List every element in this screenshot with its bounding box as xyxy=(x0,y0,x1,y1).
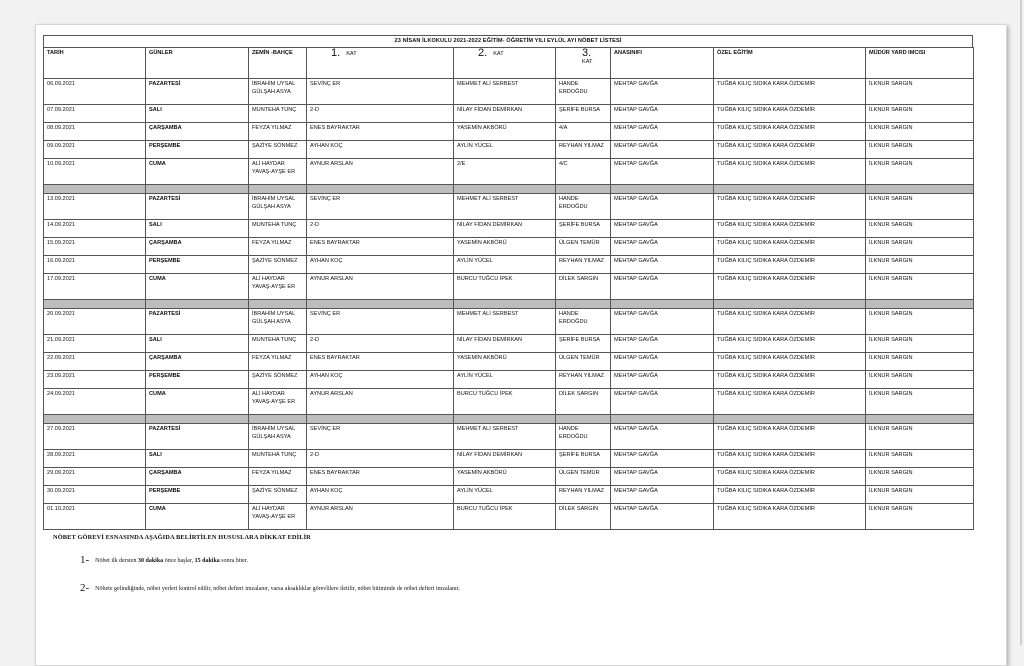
floor-1-cell: AYHAN KOÇ xyxy=(307,371,454,389)
separator-cell xyxy=(249,300,307,309)
header-special-education: ÖZEL EĞİTİM xyxy=(714,48,866,79)
vice-principal-cell: İLKNUR SARGIN xyxy=(866,159,974,185)
special-education-cell: TUĞBA KILIÇ SIDIKA KARA ÖZDEMİR xyxy=(714,486,866,504)
table-row xyxy=(44,450,974,468)
schedule-body xyxy=(44,79,974,530)
table-row xyxy=(44,79,974,105)
floor-1-cell: AYHAN KOÇ xyxy=(307,486,454,504)
kindergarten-cell: MEHTAP GAVĞA xyxy=(611,309,714,335)
document-title: 23 NİSAN İLKOKULU 2021-2022 EĞİTİM- ÖĞRETİM YILI EYLÜL AYI NÖBET LİSTESİ xyxy=(43,35,973,47)
floor-1-cell: 2-D xyxy=(307,105,454,123)
special-education-cell: TUĞBA KILIÇ SIDIKA KARA ÖZDEMİR xyxy=(714,353,866,371)
date-cell: 30.09.2021 xyxy=(44,486,146,504)
table-row xyxy=(44,424,974,450)
separator-cell xyxy=(454,415,556,424)
date-cell: 08.09.2021 xyxy=(44,123,146,141)
ground-garden-cell: FEYZA YILMAZ xyxy=(249,238,307,256)
kindergarten-cell: MEHTAP GAVĞA xyxy=(611,159,714,185)
kindergarten-cell: MEHTAP GAVĞA xyxy=(611,256,714,274)
notes-title: NÖBET GÖREVİ ESNASINDA AŞAĞIDA BELİRTİLEN HUSUSLARA DİKKAT EDİLİR xyxy=(53,534,311,541)
date-cell: 06.09.2021 xyxy=(44,79,146,105)
special-education-cell: TUĞBA KILIÇ SIDIKA KARA ÖZDEMİR xyxy=(714,504,866,530)
floor-2-cell: NİLAY FİDAN DEMİRKAN xyxy=(454,450,556,468)
floor-1-cell: SEVİNÇ ER xyxy=(307,79,454,105)
header-ground-garden: ZEMİN -BAHÇE xyxy=(249,48,307,79)
kindergarten-cell: MEHTAP GAVĞA xyxy=(611,486,714,504)
floor-2-cell: AYLİN YÜCEL xyxy=(454,256,556,274)
floor-2-cell: NİLAY FİDAN DEMİRKAN xyxy=(454,335,556,353)
floor-label: KAT xyxy=(493,51,504,57)
special-education-cell: TUĞBA KILIÇ SIDIKA KARA ÖZDEMİR xyxy=(714,371,866,389)
floor-2-cell: AYLİN YÜCEL xyxy=(454,141,556,159)
kindergarten-cell: MEHTAP GAVĞA xyxy=(611,105,714,123)
date-cell: 20.09.2021 xyxy=(44,309,146,335)
date-cell: 15.09.2021 xyxy=(44,238,146,256)
floor-2-cell: YASEMİN AKBÖRÜ xyxy=(454,238,556,256)
special-education-cell: TUĞBA KILIÇ SIDIKA KARA ÖZDEMİR xyxy=(714,389,866,415)
ground-garden-cell: FEYZA YILMAZ xyxy=(249,468,307,486)
floor-1-cell: SEVİNÇ ER xyxy=(307,309,454,335)
ground-garden-cell: ALİ HAYDAR YAVAŞ-AYŞE ER xyxy=(249,159,307,185)
floor-number: 1. xyxy=(331,47,341,59)
floor-2-cell: AYLİN YÜCEL xyxy=(454,371,556,389)
header-days: GÜNLER xyxy=(146,48,249,79)
floor-1-cell: AYNUR ARSLAN xyxy=(307,274,454,300)
ground-garden-cell: ŞAZİYE SÖNMEZ xyxy=(249,371,307,389)
special-education-cell: TUĞBA KILIÇ SIDIKA KARA ÖZDEMİR xyxy=(714,123,866,141)
date-cell: 27.09.2021 xyxy=(44,424,146,450)
separator-cell xyxy=(146,415,249,424)
day-cell: CUMA xyxy=(146,389,249,415)
separator-cell xyxy=(249,185,307,194)
special-education-cell: TUĞBA KILIÇ SIDIKA KARA ÖZDEMİR xyxy=(714,105,866,123)
kindergarten-cell: MEHTAP GAVĞA xyxy=(611,141,714,159)
special-education-cell: TUĞBA KILIÇ SIDIKA KARA ÖZDEMİR xyxy=(714,450,866,468)
ground-garden-cell: MUNTEHA TUNÇ xyxy=(249,335,307,353)
kindergarten-cell: MEHTAP GAVĞA xyxy=(611,194,714,220)
day-cell: SALI xyxy=(146,450,249,468)
vice-principal-cell: İLKNUR SARGIN xyxy=(866,105,974,123)
vice-principal-cell: İLKNUR SARGIN xyxy=(866,238,974,256)
separator-cell xyxy=(866,300,974,309)
special-education-cell: TUĞBA KILIÇ SIDIKA KARA ÖZDEMİR xyxy=(714,220,866,238)
floor-3-cell: DİLEK SARGIN xyxy=(556,504,611,530)
special-education-cell: TUĞBA KILIÇ SIDIKA KARA ÖZDEMİR xyxy=(714,238,866,256)
floor-1-cell: AYNUR ARSLAN xyxy=(307,504,454,530)
ground-garden-cell: İBRAHİM UYSAL GÜLŞAH ASYA xyxy=(249,79,307,105)
day-cell: PAZARTESİ xyxy=(146,194,249,220)
floor-2-cell: YASEMİN AKBÖRÜ xyxy=(454,353,556,371)
floor-3-cell: 4/A xyxy=(556,123,611,141)
floor-1-cell: AYNUR ARSLAN xyxy=(307,389,454,415)
vice-principal-cell: İLKNUR SARGIN xyxy=(866,141,974,159)
ground-garden-cell: MUNTEHA TUNÇ xyxy=(249,220,307,238)
separator-cell xyxy=(556,415,611,424)
day-cell: SALI xyxy=(146,220,249,238)
floor-1-cell: SEVİNÇ ER xyxy=(307,424,454,450)
floor-2-cell: MEHMET ALİ SERBEST xyxy=(454,194,556,220)
week-separator xyxy=(44,300,974,309)
note-item xyxy=(80,582,460,594)
floor-3-cell: REYHAN YILMAZ xyxy=(556,371,611,389)
floor-2-cell: BURCU TUĞCU İPEK xyxy=(454,504,556,530)
floor-3-cell: REYHAN YILMAZ xyxy=(556,486,611,504)
date-cell: 13.09.2021 xyxy=(44,194,146,220)
separator-cell xyxy=(714,415,866,424)
kindergarten-cell: MEHTAP GAVĞA xyxy=(611,238,714,256)
vice-principal-cell: İLKNUR SARGIN xyxy=(866,309,974,335)
date-cell: 07.09.2021 xyxy=(44,105,146,123)
floor-2-cell: MEHMET ALİ SERBEST xyxy=(454,424,556,450)
floor-1-cell: ENES BAYRAKTAR xyxy=(307,353,454,371)
ground-garden-cell: İBRAHİM UYSAL GÜLŞAH ASYA xyxy=(249,309,307,335)
floor-1-cell: AYNUR ARSLAN xyxy=(307,159,454,185)
separator-cell xyxy=(611,185,714,194)
ground-garden-cell: ŞAZİYE SÖNMEZ xyxy=(249,141,307,159)
day-cell: ÇARŞAMBA xyxy=(146,238,249,256)
date-cell: 17.09.2021 xyxy=(44,274,146,300)
floor-2-cell: NİLAY FİDAN DEMİRKAN xyxy=(454,220,556,238)
header-row xyxy=(44,48,974,79)
ground-garden-cell: MUNTEHA TUNÇ xyxy=(249,105,307,123)
ground-garden-cell: İBRAHİM UYSAL GÜLŞAH ASYA xyxy=(249,424,307,450)
table-row xyxy=(44,274,974,300)
special-education-cell: TUĞBA KILIÇ SIDIKA KARA ÖZDEMİR xyxy=(714,424,866,450)
kindergarten-cell: MEHTAP GAVĞA xyxy=(611,79,714,105)
header-vice-principal: MÜDÜR YARD IMCISI xyxy=(866,48,974,79)
ground-garden-cell: ŞAZİYE SÖNMEZ xyxy=(249,256,307,274)
day-cell: PERŞEMBE xyxy=(146,371,249,389)
ground-garden-cell: FEYZA YILMAZ xyxy=(249,123,307,141)
separator-cell xyxy=(556,185,611,194)
note-text: önce başlar, xyxy=(163,558,195,564)
vice-principal-cell: İLKNUR SARGIN xyxy=(866,389,974,415)
header-floor-1 xyxy=(307,48,454,79)
note-text: Nöbet ilk dersten xyxy=(95,558,138,564)
header-date: TARİH xyxy=(44,48,146,79)
day-cell: PERŞEMBE xyxy=(146,141,249,159)
floor-3-cell: ŞERİFE BURSA xyxy=(556,105,611,123)
kindergarten-cell: MEHTAP GAVĞA xyxy=(611,424,714,450)
separator-cell xyxy=(307,300,454,309)
document-page xyxy=(35,24,1007,666)
floor-1-cell: ENES BAYRAKTAR xyxy=(307,123,454,141)
floor-3-cell: HANDE ERDOĞDU xyxy=(556,79,611,105)
floor-1-cell: AYHAN KOÇ xyxy=(307,256,454,274)
table-row xyxy=(44,389,974,415)
day-cell: PERŞEMBE xyxy=(146,486,249,504)
kindergarten-cell: MEHTAP GAVĞA xyxy=(611,504,714,530)
floor-2-cell: AYLİN YÜCEL xyxy=(454,486,556,504)
floor-2-cell: YASEMİN AKBÖRÜ xyxy=(454,468,556,486)
floor-3-cell: ÜLGEN TEMÜR xyxy=(556,353,611,371)
table-row xyxy=(44,371,974,389)
separator-cell xyxy=(44,185,146,194)
special-education-cell: TUĞBA KILIÇ SIDIKA KARA ÖZDEMİR xyxy=(714,159,866,185)
floor-2-cell: MEHMET ALİ SERBEST xyxy=(454,309,556,335)
vice-principal-cell: İLKNUR SARGIN xyxy=(866,424,974,450)
special-education-cell: TUĞBA KILIÇ SIDIKA KARA ÖZDEMİR xyxy=(714,335,866,353)
floor-1-cell: ENES BAYRAKTAR xyxy=(307,468,454,486)
floor-number: 2. xyxy=(478,47,488,59)
day-cell: ÇARŞAMBA xyxy=(146,353,249,371)
table-row xyxy=(44,256,974,274)
floor-3-cell: 4/C xyxy=(556,159,611,185)
floor-3-cell: ŞERİFE BURSA xyxy=(556,335,611,353)
ground-garden-cell: ALİ HAYDAR YAVAŞ-AYŞE ER xyxy=(249,274,307,300)
separator-cell xyxy=(307,415,454,424)
kindergarten-cell: MEHTAP GAVĞA xyxy=(611,274,714,300)
day-cell: SALI xyxy=(146,105,249,123)
special-education-cell: TUĞBA KILIÇ SIDIKA KARA ÖZDEMİR xyxy=(714,79,866,105)
vice-principal-cell: İLKNUR SARGIN xyxy=(866,220,974,238)
special-education-cell: TUĞBA KILIÇ SIDIKA KARA ÖZDEMİR xyxy=(714,274,866,300)
floor-2-cell: BURCU TUĞCU İPEK xyxy=(454,389,556,415)
special-education-cell: TUĞBA KILIÇ SIDIKA KARA ÖZDEMİR xyxy=(714,309,866,335)
day-cell: ÇARŞAMBA xyxy=(146,468,249,486)
floor-1-cell: AYHAN KOÇ xyxy=(307,141,454,159)
vice-principal-cell: İLKNUR SARGIN xyxy=(866,371,974,389)
vice-principal-cell: İLKNUR SARGIN xyxy=(866,194,974,220)
special-education-cell: TUĞBA KILIÇ SIDIKA KARA ÖZDEMİR xyxy=(714,141,866,159)
floor-2-cell: NİLAY FİDAN DEMİRKAN xyxy=(454,105,556,123)
table-row xyxy=(44,309,974,335)
vice-principal-cell: İLKNUR SARGIN xyxy=(866,468,974,486)
note-emphasis: 30 dakika xyxy=(138,558,164,564)
floor-1-cell: 2-D xyxy=(307,335,454,353)
floor-3-cell: ŞERİFE BURSA xyxy=(556,220,611,238)
separator-cell xyxy=(611,300,714,309)
floor-label: KAT xyxy=(346,51,357,57)
header-floor-2 xyxy=(454,48,556,79)
date-cell: 16.09.2021 xyxy=(44,256,146,274)
floor-3-cell: ŞERİFE BURSA xyxy=(556,450,611,468)
separator-cell xyxy=(454,185,556,194)
note-text: Nöbete gelindiğinde, nöbet yerleri kontrol edilir, nöbet defteri imzalanır, varsa aksaklıklar görevlilere iletilir, nöbet bitiminde de nöbet defteri imzalanır. xyxy=(95,586,460,592)
vice-principal-cell: İLKNUR SARGIN xyxy=(866,486,974,504)
floor-3-cell: REYHAN YILMAZ xyxy=(556,256,611,274)
separator-cell xyxy=(866,185,974,194)
table-row xyxy=(44,486,974,504)
table-row xyxy=(44,194,974,220)
kindergarten-cell: MEHTAP GAVĞA xyxy=(611,468,714,486)
floor-1-cell: 2-D xyxy=(307,450,454,468)
floor-3-cell: DİLEK SARGIN xyxy=(556,389,611,415)
ground-garden-cell: İBRAHİM UYSAL GÜLŞAH ASYA xyxy=(249,194,307,220)
ground-garden-cell: ALİ HAYDAR YAVAŞ-AYŞE ER xyxy=(249,504,307,530)
window-edge xyxy=(1020,0,1022,645)
separator-cell xyxy=(714,185,866,194)
vice-principal-cell: İLKNUR SARGIN xyxy=(866,353,974,371)
table-row xyxy=(44,159,974,185)
separator-cell xyxy=(146,300,249,309)
date-cell: 29.09.2021 xyxy=(44,468,146,486)
floor-1-cell: SEVİNÇ ER xyxy=(307,194,454,220)
kindergarten-cell: MEHTAP GAVĞA xyxy=(611,353,714,371)
header-kindergarten: ANASINIFI xyxy=(611,48,714,79)
day-cell: CUMA xyxy=(146,159,249,185)
vice-principal-cell: İLKNUR SARGIN xyxy=(866,79,974,105)
floor-number: 3. xyxy=(582,47,592,59)
date-cell: 22.09.2021 xyxy=(44,353,146,371)
separator-cell xyxy=(714,300,866,309)
floor-2-cell: 2/E xyxy=(454,159,556,185)
day-cell: CUMA xyxy=(146,504,249,530)
separator-cell xyxy=(249,415,307,424)
day-cell: PERŞEMBE xyxy=(146,256,249,274)
table-row xyxy=(44,141,974,159)
table-row xyxy=(44,504,974,530)
day-cell: CUMA xyxy=(146,274,249,300)
separator-cell xyxy=(866,415,974,424)
date-cell: 09.09.2021 xyxy=(44,141,146,159)
ground-garden-cell: ŞAZİYE SÖNMEZ xyxy=(249,486,307,504)
floor-1-cell: ENES BAYRAKTAR xyxy=(307,238,454,256)
floor-3-cell: ÜLGEN TEMÜR xyxy=(556,238,611,256)
date-cell: 23.09.2021 xyxy=(44,371,146,389)
special-education-cell: TUĞBA KILIÇ SIDIKA KARA ÖZDEMİR xyxy=(714,194,866,220)
separator-cell xyxy=(44,415,146,424)
day-cell: PAZARTESİ xyxy=(146,309,249,335)
vice-principal-cell: İLKNUR SARGIN xyxy=(866,274,974,300)
vice-principal-cell: İLKNUR SARGIN xyxy=(866,256,974,274)
date-cell: 21.09.2021 xyxy=(44,335,146,353)
floor-3-cell: DİLEK SARGIN xyxy=(556,274,611,300)
vice-principal-cell: İLKNUR SARGIN xyxy=(866,450,974,468)
vice-principal-cell: İLKNUR SARGIN xyxy=(866,335,974,353)
ground-garden-cell: ALİ HAYDAR YAVAŞ-AYŞE ER xyxy=(249,389,307,415)
special-education-cell: TUĞBA KILIÇ SIDIKA KARA ÖZDEMİR xyxy=(714,256,866,274)
duty-schedule xyxy=(43,35,973,530)
floor-3-cell: ÜLGEN TEMÜR xyxy=(556,468,611,486)
separator-cell xyxy=(44,300,146,309)
table-row xyxy=(44,105,974,123)
week-separator xyxy=(44,185,974,194)
date-cell: 28.09.2021 xyxy=(44,450,146,468)
table-row xyxy=(44,238,974,256)
day-cell: ÇARŞAMBA xyxy=(146,123,249,141)
duty-notes xyxy=(53,534,913,594)
note-emphasis: 15 dakika xyxy=(194,558,220,564)
table-row xyxy=(44,123,974,141)
date-cell: 24.09.2021 xyxy=(44,389,146,415)
table-row xyxy=(44,353,974,371)
kindergarten-cell: MEHTAP GAVĞA xyxy=(611,335,714,353)
floor-label: KAT xyxy=(582,59,593,66)
floor-3-cell: HANDE ERDOĞDU xyxy=(556,424,611,450)
date-cell: 10.09.2021 xyxy=(44,159,146,185)
date-cell: 01.10.2021 xyxy=(44,504,146,530)
separator-cell xyxy=(556,300,611,309)
note-item xyxy=(80,554,248,566)
note-number: 1- xyxy=(80,554,90,566)
floor-2-cell: BURCU TUĞCU İPEK xyxy=(454,274,556,300)
table-row xyxy=(44,468,974,486)
note-text: sonra biter. xyxy=(219,558,248,564)
separator-cell xyxy=(307,185,454,194)
floor-2-cell: MEHMET ALİ SERBEST xyxy=(454,79,556,105)
table-row xyxy=(44,335,974,353)
separator-cell xyxy=(611,415,714,424)
vice-principal-cell: İLKNUR SARGIN xyxy=(866,504,974,530)
floor-1-cell: 2-D xyxy=(307,220,454,238)
kindergarten-cell: MEHTAP GAVĞA xyxy=(611,389,714,415)
duty-table xyxy=(43,47,974,530)
week-separator xyxy=(44,415,974,424)
header-floor-3 xyxy=(556,48,611,79)
kindergarten-cell: MEHTAP GAVĞA xyxy=(611,220,714,238)
kindergarten-cell: MEHTAP GAVĞA xyxy=(611,123,714,141)
note-number: 2- xyxy=(80,582,90,594)
day-cell: SALI xyxy=(146,335,249,353)
table-row xyxy=(44,220,974,238)
vice-principal-cell: İLKNUR SARGIN xyxy=(866,123,974,141)
floor-3-cell: REYHAN YILMAZ xyxy=(556,141,611,159)
kindergarten-cell: MEHTAP GAVĞA xyxy=(611,450,714,468)
floor-2-cell: YASEMİN AKBÖRÜ xyxy=(454,123,556,141)
floor-3-cell: HANDE ERDOĞDU xyxy=(556,194,611,220)
day-cell: PAZARTESİ xyxy=(146,424,249,450)
separator-cell xyxy=(454,300,556,309)
date-cell: 14.09.2021 xyxy=(44,220,146,238)
ground-garden-cell: FEYZA YILMAZ xyxy=(249,353,307,371)
day-cell: PAZARTESİ xyxy=(146,79,249,105)
ground-garden-cell: MUNTEHA TUNÇ xyxy=(249,450,307,468)
separator-cell xyxy=(146,185,249,194)
kindergarten-cell: MEHTAP GAVĞA xyxy=(611,371,714,389)
floor-3-cell: HANDE ERDOĞDU xyxy=(556,309,611,335)
special-education-cell: TUĞBA KILIÇ SIDIKA KARA ÖZDEMİR xyxy=(714,468,866,486)
